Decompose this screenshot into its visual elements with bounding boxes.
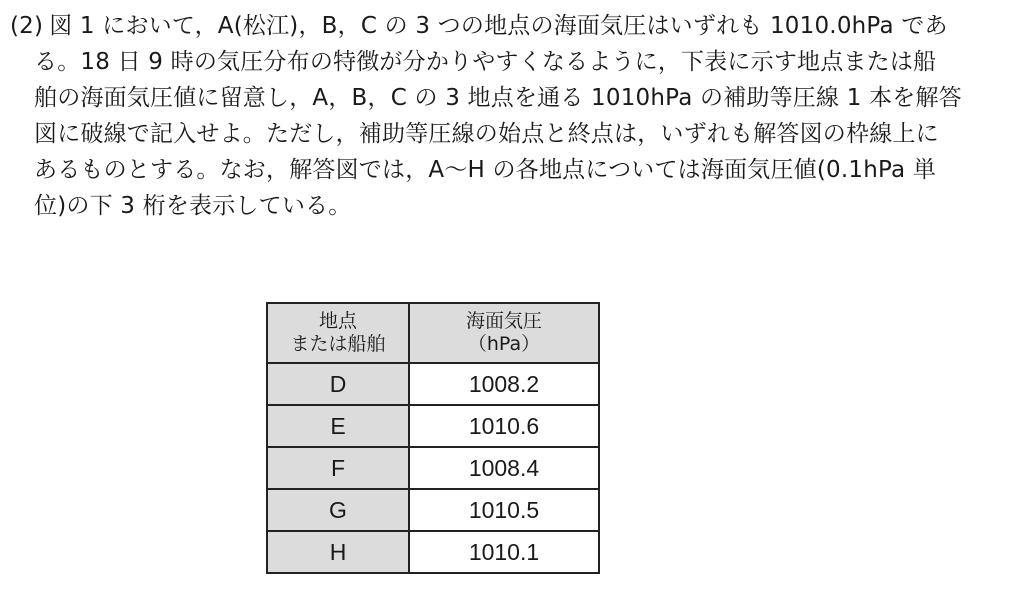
value-cell: 1010.1	[409, 531, 599, 573]
header-value	[409, 303, 599, 363]
header-point-line-2: または船舶	[290, 333, 386, 355]
table-row	[267, 447, 599, 489]
question-text	[10, 8, 1010, 224]
point-cell: E	[267, 405, 409, 447]
table-header-row	[267, 303, 599, 363]
question-line-1-text: 図 1 において，A(松江)，B，C の 3 つの地点の海面気圧はいずれも 1010.0hPa であ	[49, 13, 948, 39]
value-cell: 1008.2	[409, 363, 599, 405]
question-line-1	[10, 8, 1010, 44]
point-cell: D	[267, 363, 409, 405]
header-value-line-1: 海面気圧	[465, 310, 542, 332]
value-cell: 1010.5	[409, 489, 599, 531]
table-row	[267, 405, 599, 447]
table-row	[267, 531, 599, 573]
question-line-2: る。18 日 9 時の気圧分布の特徴が分かりやすくなるように，下表に示す地点または船	[34, 49, 937, 75]
question-line-6: 位)の下 3 桁を表示している。	[34, 193, 352, 219]
value-cell: 1008.4	[409, 447, 599, 489]
point-cell: G	[267, 489, 409, 531]
pressure-table	[266, 302, 600, 574]
header-point	[267, 303, 409, 363]
question-line-4: 図に破線で記入せよ。ただし，補助等圧線の始点と終点は，いずれも解答図の枠線上に	[34, 121, 939, 147]
point-cell: H	[267, 531, 409, 573]
value-cell: 1010.6	[409, 405, 599, 447]
question-number: (2)	[10, 13, 44, 39]
question-line-3: 舶の海面気圧値に留意し，A，B，C の 3 地点を通る 1010hPa の補助等圧線 1 本を解答	[34, 85, 962, 111]
point-cell: F	[267, 447, 409, 489]
header-value-line-2: （hPa）	[467, 333, 541, 355]
table-row	[267, 363, 599, 405]
question-line-5: あるものとする。なお，解答図では，A〜H の各地点については海面気圧値(0.1hPa 単	[34, 157, 937, 183]
header-point-line-1: 地点	[318, 310, 357, 332]
table-row	[267, 489, 599, 531]
